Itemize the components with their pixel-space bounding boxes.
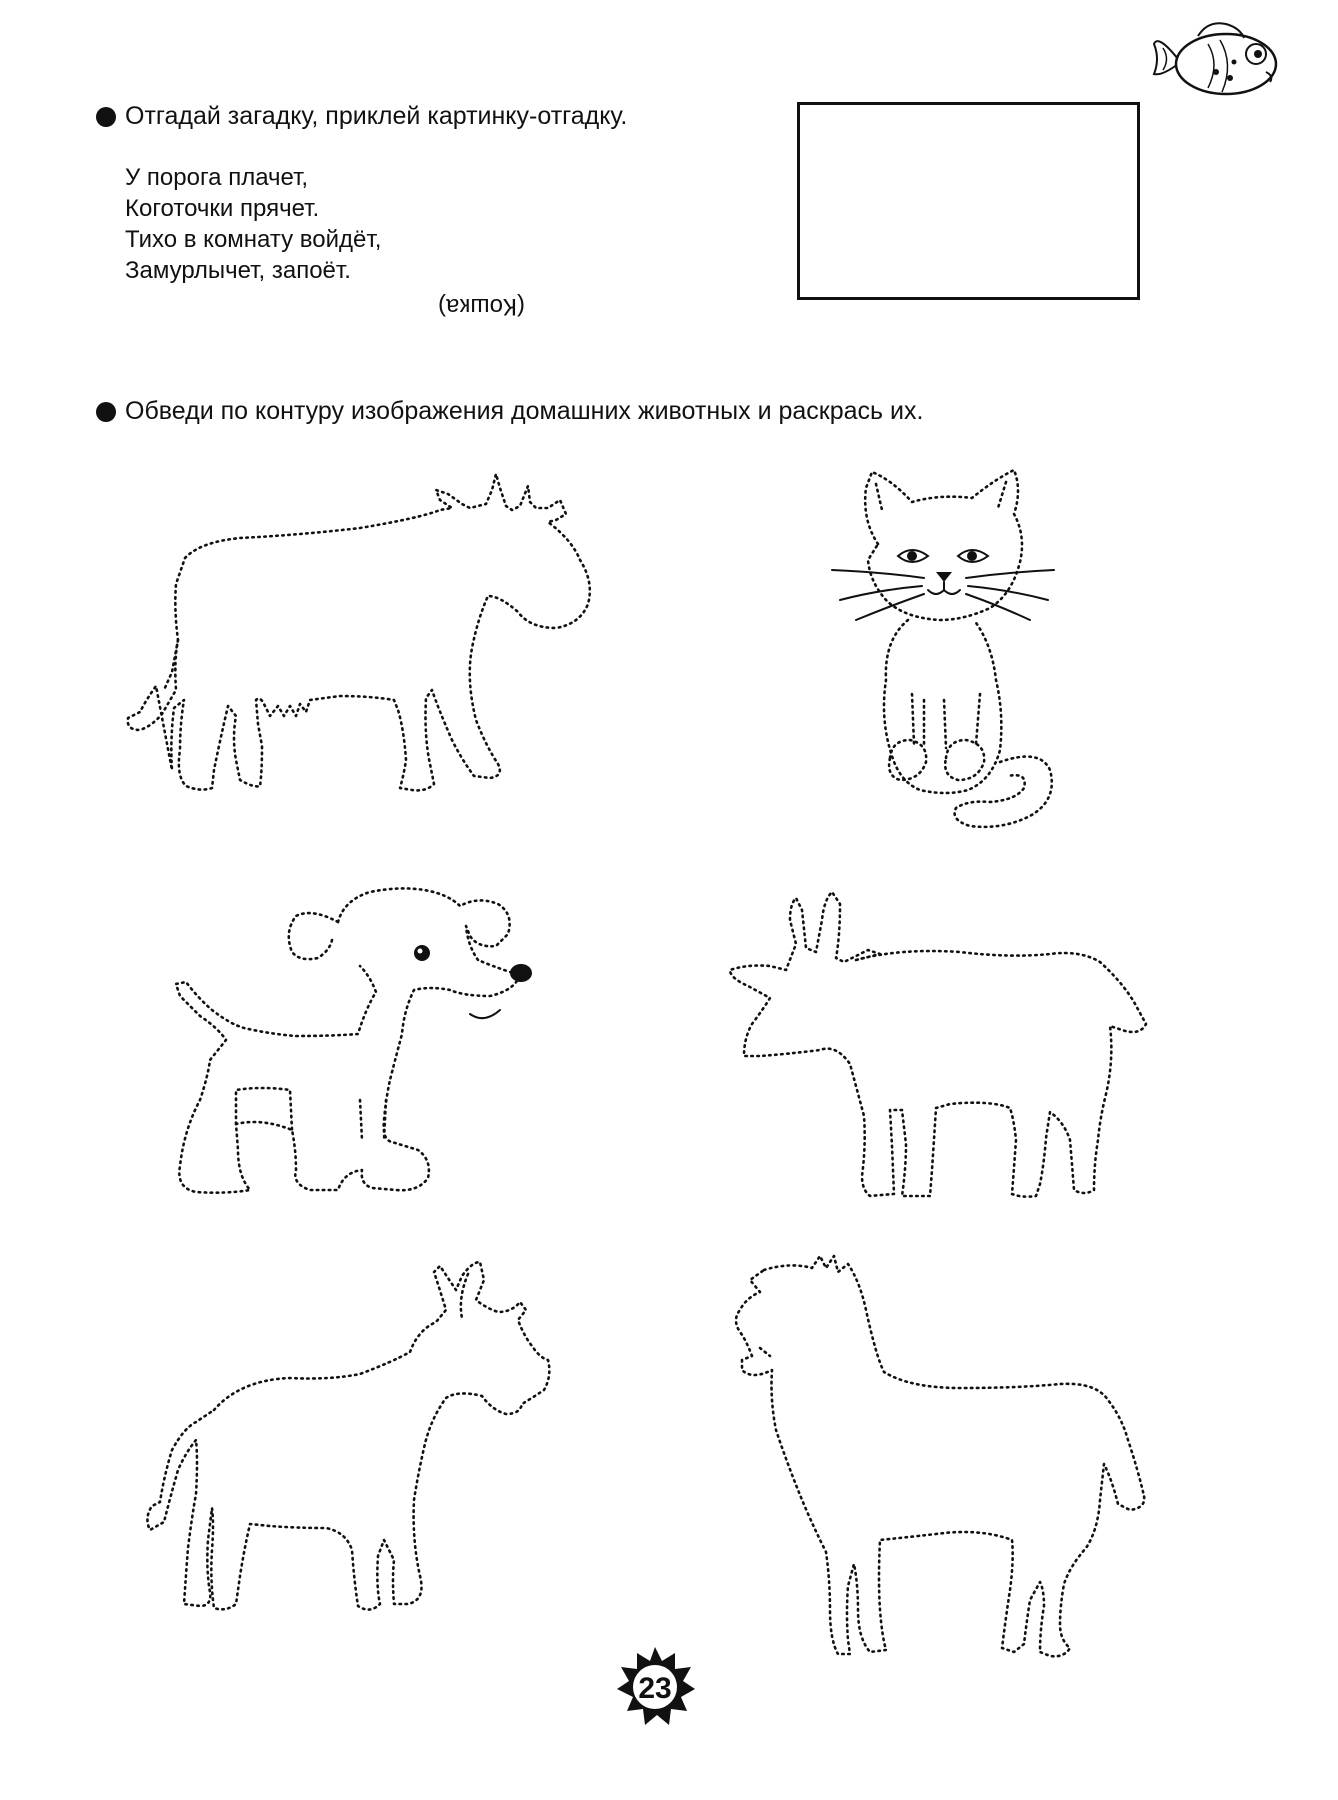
bullet-point xyxy=(96,402,116,422)
horse-outline[interactable] xyxy=(736,1256,1144,1656)
animals-drawing xyxy=(0,440,1338,1660)
riddle-line: У порога плачет, xyxy=(125,164,309,191)
goat-outline[interactable] xyxy=(730,892,1146,1197)
donkey-outline[interactable] xyxy=(147,1262,549,1610)
page-number-badge xyxy=(615,1645,695,1725)
task1-instruction: Отгадай загадку, приклей картинку-отгадку. xyxy=(125,102,628,130)
bullet-point xyxy=(96,107,116,127)
riddle-line: Замурлычет, запоёт. xyxy=(125,257,351,284)
dog-outline[interactable] xyxy=(176,888,532,1192)
dog-eye xyxy=(414,945,430,961)
riddle-line: Тихо в комнату войдёт, xyxy=(125,226,382,253)
task2-instruction: Обведи по контуру изображения домашних животных и раскрась их. xyxy=(125,397,924,425)
riddle-text xyxy=(125,162,381,286)
fish-icon xyxy=(1148,14,1288,104)
cat-outline[interactable] xyxy=(832,470,1054,827)
riddle-line: Коготочки прячет. xyxy=(125,195,320,222)
cow-outline[interactable] xyxy=(128,474,590,790)
dog-nose xyxy=(510,964,532,982)
sticker-box[interactable] xyxy=(797,102,1140,300)
riddle-answer: (Кошка) xyxy=(438,293,525,320)
page-number: 23 xyxy=(638,1672,672,1705)
